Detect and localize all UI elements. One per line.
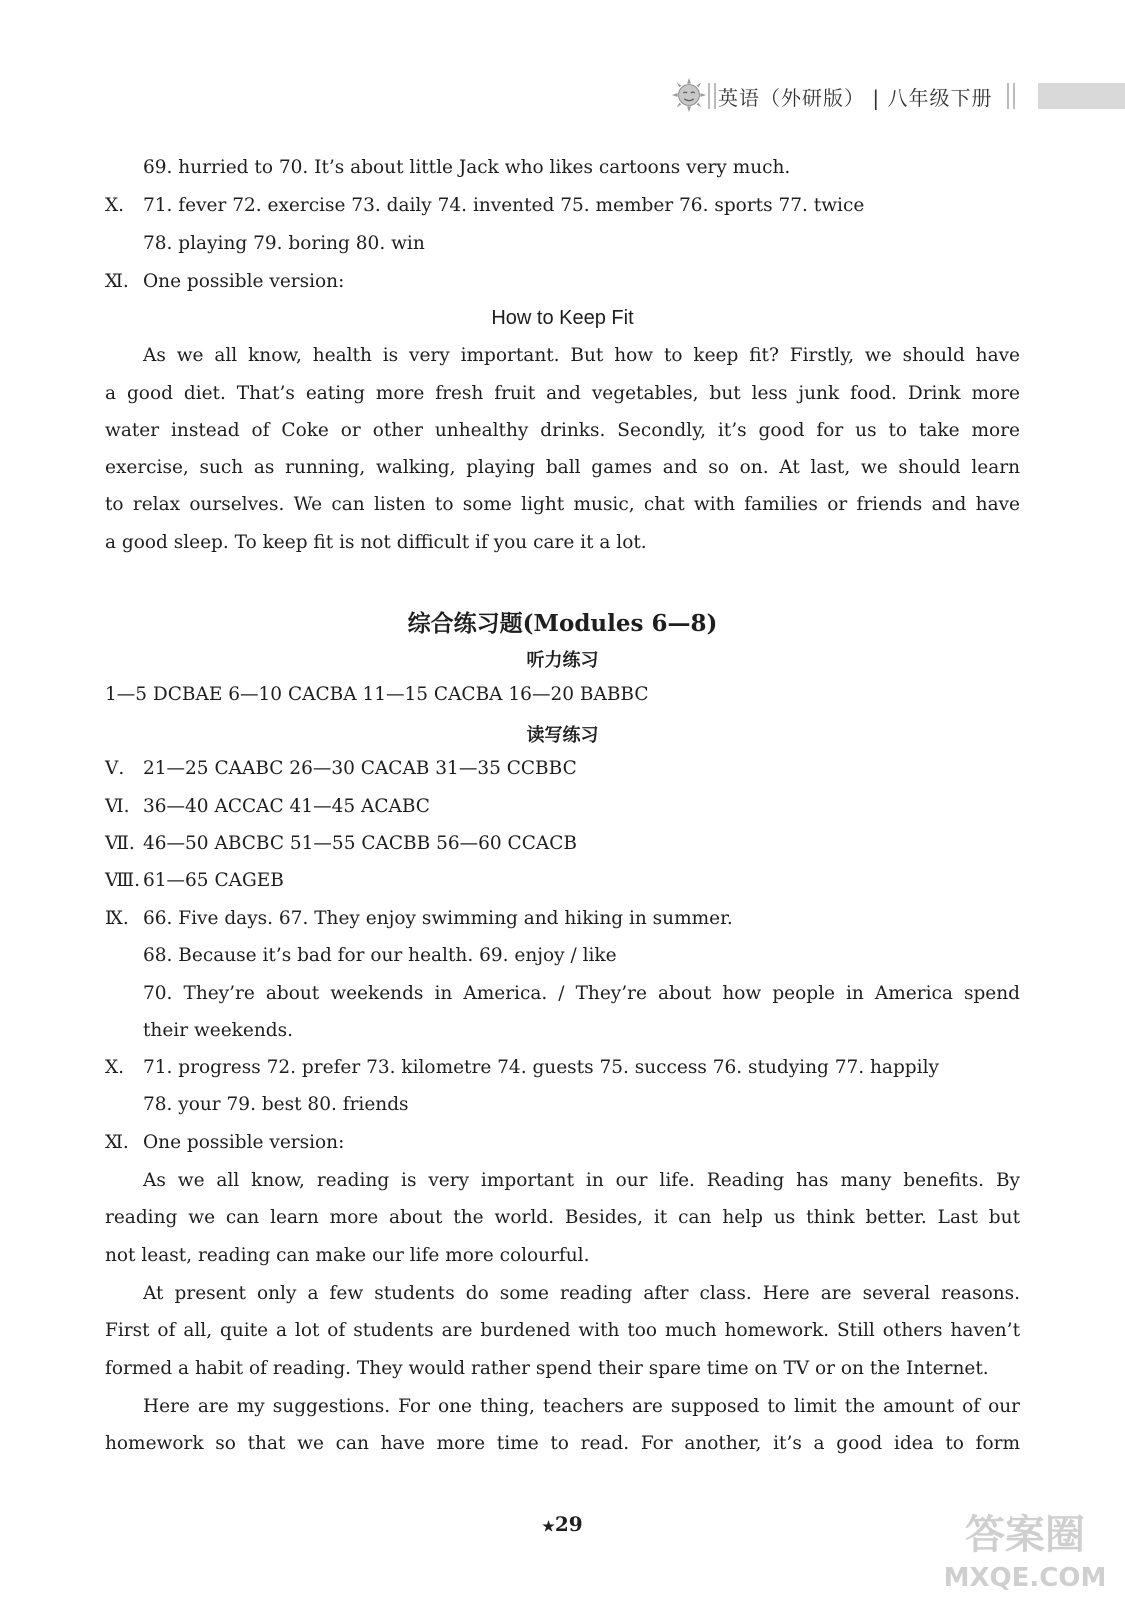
section-x2-line1 (105, 1057, 939, 1078)
section-vi-answers: 36—40 ACCAC 41—45 ACABC (143, 796, 430, 817)
section-vii-line (105, 833, 577, 854)
star-icon: ★ (542, 1519, 555, 1535)
header-grey-strip (1038, 83, 1125, 109)
section-x2-answers: 71. progress 72. prefer 73. kilometre 74. guests 75. success 76. studying 77. happily (143, 1057, 939, 1078)
section-x2-line2: 78. your 79. best 80. friends (143, 1094, 409, 1115)
essay2-line: At present only a few students do some reading after class. Here are several reasons. (143, 1283, 1020, 1304)
section-ix-line2: 68. Because it’s bad for our health. 69. enjoy / like (143, 945, 617, 966)
essay-title: How to Keep Fit (491, 307, 634, 329)
sun-face-icon (670, 76, 708, 114)
section-viii-line (105, 870, 284, 891)
essay2-line: not least, reading can make our life more colourful. (105, 1245, 590, 1266)
page-header (0, 72, 1125, 122)
watermark-logo (930, 1500, 1120, 1595)
listening-answers: 1—5 DCBAE 6—10 CACBA 11—15 CACBA 16—20 BABBC (105, 684, 649, 705)
essay2-line: reading we can learn more about the world. Besides, it can help us think better. Last but (105, 1207, 1020, 1228)
section-v-answers: 21—25 CAABC 26—30 CACAB 31—35 CCBBC (143, 758, 577, 779)
watermark-top-text: 答案圈 (965, 1512, 1085, 1558)
section-xi2-line (105, 1132, 344, 1153)
section-ix-line3: 70. They’re about weekends in America. / They’re about how people in America spend (143, 983, 1020, 1004)
header-divider (708, 83, 716, 109)
section-xi2-intro: One possible version: (143, 1132, 345, 1153)
header-grade: 八年级下册 (887, 86, 993, 110)
section-x2-label: Ⅹ. (105, 1057, 125, 1078)
header-divider-right (1007, 83, 1015, 109)
section-v-label: Ⅴ. (105, 758, 125, 779)
section-x-line1 (105, 195, 864, 216)
essay2-line: As we all know, reading is very important in our life. Reading has many benefits. By (143, 1170, 1020, 1191)
section-viii-answers: 61—65 CAGEB (143, 870, 284, 891)
essay2-line: Here are my suggestions. For one thing, teachers are supposed to limit the amount of our (143, 1396, 1020, 1417)
header-title: 英语（外研版） (718, 86, 865, 110)
section-vi-label: Ⅵ. (105, 796, 130, 817)
essay1-line: a good diet. That’s eating more fresh fruit and vegetables, but less junk food. Drink more (105, 383, 1020, 404)
page-number-value: 29 (554, 1512, 583, 1536)
section-x-answers: 71. fever 72. exercise 73. daily 74. invented 75. member 76. sports 77. twice (143, 195, 865, 216)
essay1-line: a good sleep. To keep fit is not difficult if you care it a lot. (105, 532, 647, 553)
section-xi2-label: Ⅺ. (105, 1132, 129, 1153)
section-viii-label: Ⅷ. (105, 870, 141, 891)
section-vii-answers: 46—50 ABCBC 51—55 CACBB 56—60 CCACB (143, 833, 577, 854)
section-x-line2: 78. playing 79. boring 80. win (143, 233, 425, 254)
header-text (718, 82, 992, 111)
section-v-line (105, 758, 577, 779)
section-ix-line4: their weekends. (143, 1020, 293, 1041)
essay1-line: As we all know, health is very important. But how to keep fit? Firstly, we should have (143, 345, 1020, 366)
section-xi-intro: One possible version: (143, 271, 345, 292)
essay2-line: formed a habit of reading. They would rather spend their spare time on TV or on the Internet. (105, 1358, 989, 1379)
section-xi-label: Ⅺ. (105, 271, 129, 292)
essay1-line: to relax ourselves. We can listen to some light music, chat with families or friends and have (105, 494, 1020, 515)
section-ix-label: Ⅸ. (105, 908, 129, 929)
watermark-bottom-text: MXQE.COM (943, 1563, 1107, 1593)
header-separator: | (872, 86, 881, 110)
essay1-line: exercise, such as running, walking, playing ball games and so on. At last, we should learn (105, 457, 1020, 478)
section-title: 综合练习题(Modules 6—8) (407, 610, 718, 637)
essay1-line: water instead of Coke or other unhealthy drinks. Secondly, it’s good for us to take more (105, 420, 1020, 441)
section-ix-answers: 66. Five days. 67. They enjoy swimming and hiking in summer. (143, 908, 733, 929)
essay2-line: homework so that we can have more time to read. For another, it’s a good idea to form (105, 1433, 1020, 1454)
section-vi-line (105, 796, 430, 817)
section-x-label: Ⅹ. (105, 195, 125, 216)
reading-writing-title: 读写练习 (526, 725, 599, 746)
section-vii-label: Ⅶ. (105, 833, 135, 854)
essay2-line: First of all, quite a lot of students are burdened with too much homework. Still others haven’t (105, 1320, 1020, 1341)
listening-title: 听力练习 (526, 650, 599, 671)
section-ix-line1 (105, 908, 733, 929)
section-xi-line (105, 271, 344, 292)
answer-line-69-70: 69. hurried to 70. It’s about little Jack who likes cartoons very much. (143, 157, 791, 178)
